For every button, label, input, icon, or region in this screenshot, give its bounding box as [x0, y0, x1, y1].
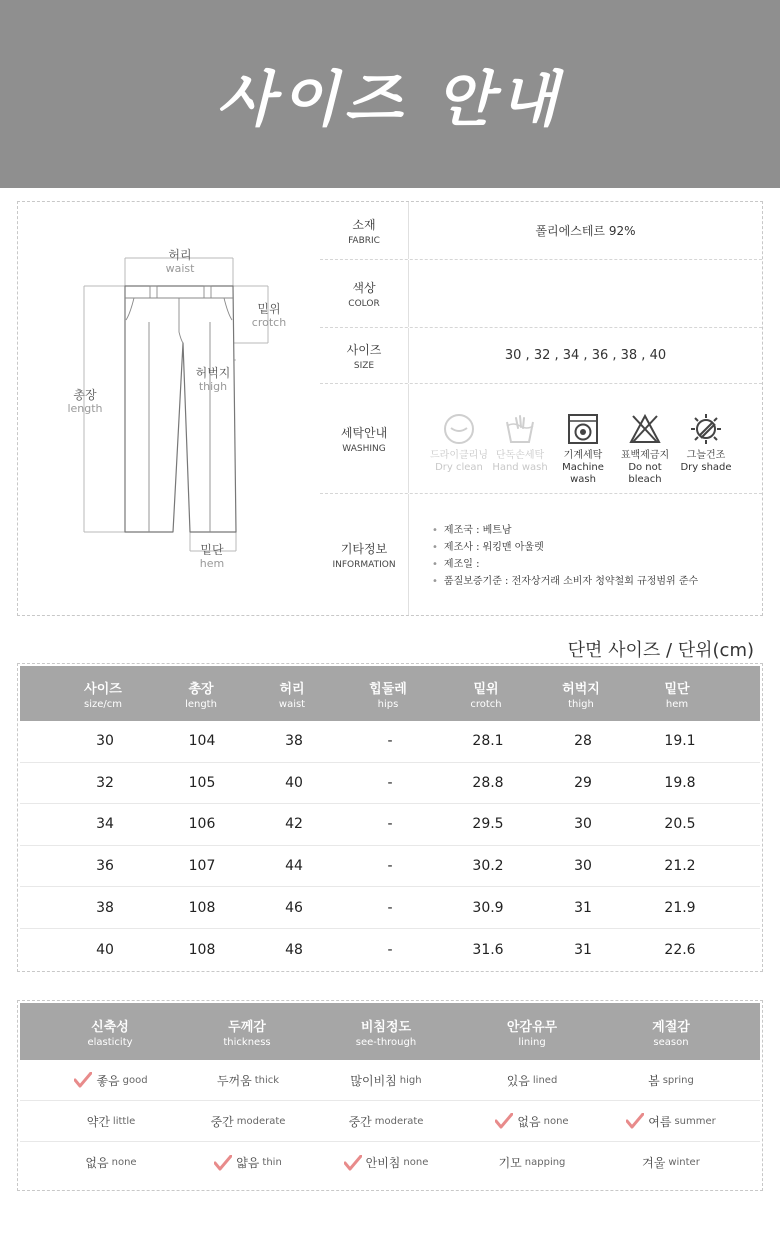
table-cell: 44: [285, 858, 303, 875]
check-icon: [74, 1072, 92, 1088]
washing-label: 세탁안내 WASHING: [320, 384, 409, 493]
table-cell: 30: [96, 733, 114, 750]
washing-row: [320, 384, 762, 494]
table-cell: 28: [574, 733, 592, 750]
check-icon: [626, 1113, 644, 1129]
table-cell: 46: [285, 899, 303, 916]
table-row: [20, 1060, 760, 1101]
fabric-label: 소재 FABRIC: [320, 202, 409, 259]
table-cell: 34: [96, 816, 114, 833]
color-row: [320, 260, 762, 328]
size-table-title: 단면 사이즈 / 단위(cm): [567, 640, 754, 661]
dry-shade-icon: [689, 412, 723, 446]
size-value: 30 , 32 , 34 , 36 , 38 , 40: [504, 348, 667, 363]
no-bleach-icon: [628, 412, 662, 446]
texture-cell: [601, 1101, 741, 1141]
texture-cell-en: thick: [254, 1074, 280, 1086]
table-cell: 19.1: [664, 733, 696, 750]
texture-cell-en: spring: [662, 1074, 694, 1086]
texture-cell-en: good: [122, 1074, 148, 1086]
table-row: [20, 846, 760, 888]
table-row: [20, 929, 760, 971]
table-cell: 42: [285, 816, 303, 833]
table-cell: 48: [285, 941, 303, 958]
hand-wash-icon: [503, 412, 537, 446]
table-cell: 30.2: [472, 858, 504, 875]
texture-cell: [462, 1142, 602, 1183]
page-header: [0, 0, 780, 188]
table-row: [20, 1101, 760, 1142]
size-header-cell: 밑위 crotch: [470, 681, 502, 710]
etc-row: [320, 494, 762, 615]
check-icon: [214, 1155, 232, 1171]
table-cell: 106: [188, 816, 216, 833]
size-header-cell: 밑단 hem: [664, 681, 690, 710]
etc-item: • 제조사 : 워킹맨 아울렛: [432, 542, 544, 553]
table-cell: 32: [96, 774, 114, 791]
texture-cell: [41, 1060, 181, 1100]
table-cell: 36: [96, 858, 114, 875]
table-cell: 29.5: [472, 816, 504, 833]
texture-cell-ko: 얇음: [236, 1156, 260, 1170]
texture-cell-en: high: [399, 1074, 422, 1086]
texture-cell-ko: 두꺼움: [216, 1073, 252, 1088]
texture-cell: [41, 1142, 181, 1183]
texture-cell-en: moderate: [374, 1115, 424, 1127]
texture-cell-ko: 없음: [85, 1156, 109, 1170]
texture-cell-ko: 여름: [648, 1114, 672, 1129]
table-cell: 31.6: [472, 941, 504, 958]
table-cell: 108: [188, 941, 216, 958]
size-header-cell: 힙둘레 hips: [369, 681, 407, 710]
size-header-cell: 허리 waist: [278, 681, 306, 710]
dry-clean-item: 드라이클리닝 Dry clean: [426, 412, 492, 474]
size-header-cell: 허벅지 thigh: [562, 681, 600, 710]
page-title: 사이즈 안내: [216, 65, 564, 135]
machine-wash-item: 기계세탁 Machine wash: [550, 412, 616, 486]
texture-table-header: [20, 1003, 760, 1060]
texture-cell-ko: 많이비침: [350, 1073, 397, 1088]
no-bleach-item: 표백제금지 Do not bleach: [612, 412, 678, 486]
texture-cell: [601, 1060, 741, 1100]
texture-table: [17, 1000, 763, 1191]
texture-cell-en: none: [111, 1157, 137, 1168]
table-cell: 30: [574, 816, 592, 833]
texture-cell: [178, 1101, 318, 1141]
texture-cell-en: lined: [532, 1074, 558, 1086]
size-label: 사이즈 SIZE: [320, 328, 409, 383]
texture-cell-ko: 약간: [86, 1114, 110, 1129]
machine-wash-icon: [566, 412, 600, 446]
etc-list: [432, 522, 698, 590]
etc-item: • 제조일 :: [432, 559, 480, 570]
texture-cell-en: summer: [674, 1115, 716, 1127]
table-cell: 104: [188, 733, 216, 750]
thigh-label: 허벅지 thigh: [195, 366, 231, 393]
texture-cell-ko: 기모: [498, 1156, 522, 1170]
texture-cell-en: little: [112, 1115, 136, 1127]
table-cell: 31: [574, 899, 592, 916]
table-cell: 19.8: [664, 774, 696, 791]
table-cell: 40: [285, 774, 303, 791]
table-cell: -: [387, 941, 393, 958]
texture-cell-en: moderate: [236, 1115, 286, 1127]
fabric-row: [320, 202, 762, 260]
table-cell: -: [387, 733, 393, 750]
dry-shade-item: 그늘건조 Dry shade: [673, 412, 739, 474]
table-cell: 22.6: [664, 941, 696, 958]
table-cell: 28.8: [472, 774, 504, 791]
table-cell: 21.9: [664, 899, 696, 916]
size-table-header: [20, 666, 760, 721]
table-row: [20, 1142, 760, 1183]
table-cell: 108: [188, 899, 216, 916]
color-label: 색상 COLOR: [320, 260, 409, 327]
hem-label: 밑단 hem: [199, 543, 225, 570]
texture-cell-ko: 중간: [348, 1114, 372, 1129]
pants-diagram: [18, 202, 320, 615]
table-row: [20, 763, 760, 805]
texture-header-cell: 안감유무 lining: [506, 1019, 558, 1048]
texture-cell-en: thin: [262, 1157, 282, 1168]
size-row: [320, 328, 762, 384]
length-label: 총장 length: [67, 388, 103, 415]
hand-wash-item: 단독손세탁 Hand wash: [487, 412, 553, 474]
table-cell: 29: [574, 774, 592, 791]
size-table: [17, 663, 763, 972]
texture-cell: [316, 1101, 456, 1141]
texture-cell: [316, 1060, 456, 1100]
table-cell: 20.5: [664, 816, 696, 833]
check-icon: [344, 1155, 362, 1171]
table-cell: 38: [96, 899, 114, 916]
table-cell: 28.1: [472, 733, 504, 750]
etc-item: • 품질보증기준 : 전자상거래 소비자 청약철회 규정범위 준수: [432, 576, 699, 587]
size-header-cell: 총장 length: [185, 681, 217, 710]
table-cell: 40: [96, 941, 114, 958]
texture-cell: [316, 1142, 456, 1183]
texture-cell-en: winter: [668, 1157, 700, 1168]
texture-cell: [178, 1142, 318, 1183]
table-cell: 105: [188, 774, 216, 791]
table-cell: 30.9: [472, 899, 504, 916]
table-cell: 31: [574, 941, 592, 958]
texture-header-cell: 두께감 thickness: [223, 1019, 271, 1048]
etc-item: • 제조국 : 베트남: [432, 525, 512, 536]
texture-cell-ko: 없음: [517, 1114, 541, 1129]
texture-cell-ko: 좋음: [96, 1073, 120, 1088]
table-cell: 21.2: [664, 858, 696, 875]
table-cell: 38: [285, 733, 303, 750]
texture-header-cell: 계절감 season: [652, 1019, 690, 1048]
table-cell: 30: [574, 858, 592, 875]
table-cell: -: [387, 858, 393, 875]
table-cell: 107: [188, 858, 216, 875]
texture-cell-ko: 중간: [210, 1114, 234, 1129]
table-row: [20, 721, 760, 763]
etc-label: 기타정보 INFORMATION: [320, 494, 409, 615]
texture-cell-en: none: [543, 1115, 569, 1127]
table-row: [20, 804, 760, 846]
dry-clean-icon: [442, 412, 476, 446]
texture-cell-en: none: [403, 1157, 429, 1168]
texture-cell: [601, 1142, 741, 1183]
texture-cell-ko: 안비침: [365, 1156, 401, 1170]
size-header-cell: 사이즈 size/cm: [84, 681, 122, 710]
product-info-box: [17, 201, 763, 616]
table-cell: -: [387, 899, 393, 916]
table-cell: -: [387, 816, 393, 833]
texture-cell: [462, 1101, 602, 1141]
crotch-label: 밑위 crotch: [251, 302, 287, 329]
fabric-value: 폴리에스테르 92%: [535, 224, 636, 238]
texture-cell: [41, 1101, 181, 1141]
texture-cell-ko: 봄: [648, 1073, 660, 1088]
texture-cell: [178, 1060, 318, 1100]
waist-label: 허리 waist: [165, 248, 195, 275]
texture-header-cell: 비침정도 see-through: [355, 1019, 417, 1048]
texture-cell-ko: 있음: [506, 1073, 530, 1088]
check-icon: [495, 1113, 513, 1129]
texture-cell: [462, 1060, 602, 1100]
table-row: [20, 887, 760, 929]
texture-cell-en: napping: [524, 1157, 566, 1168]
table-cell: -: [387, 774, 393, 791]
color-value: [409, 260, 762, 327]
texture-cell-ko: 겨울: [642, 1156, 666, 1170]
texture-header-cell: 신축성 elasticity: [87, 1019, 133, 1048]
